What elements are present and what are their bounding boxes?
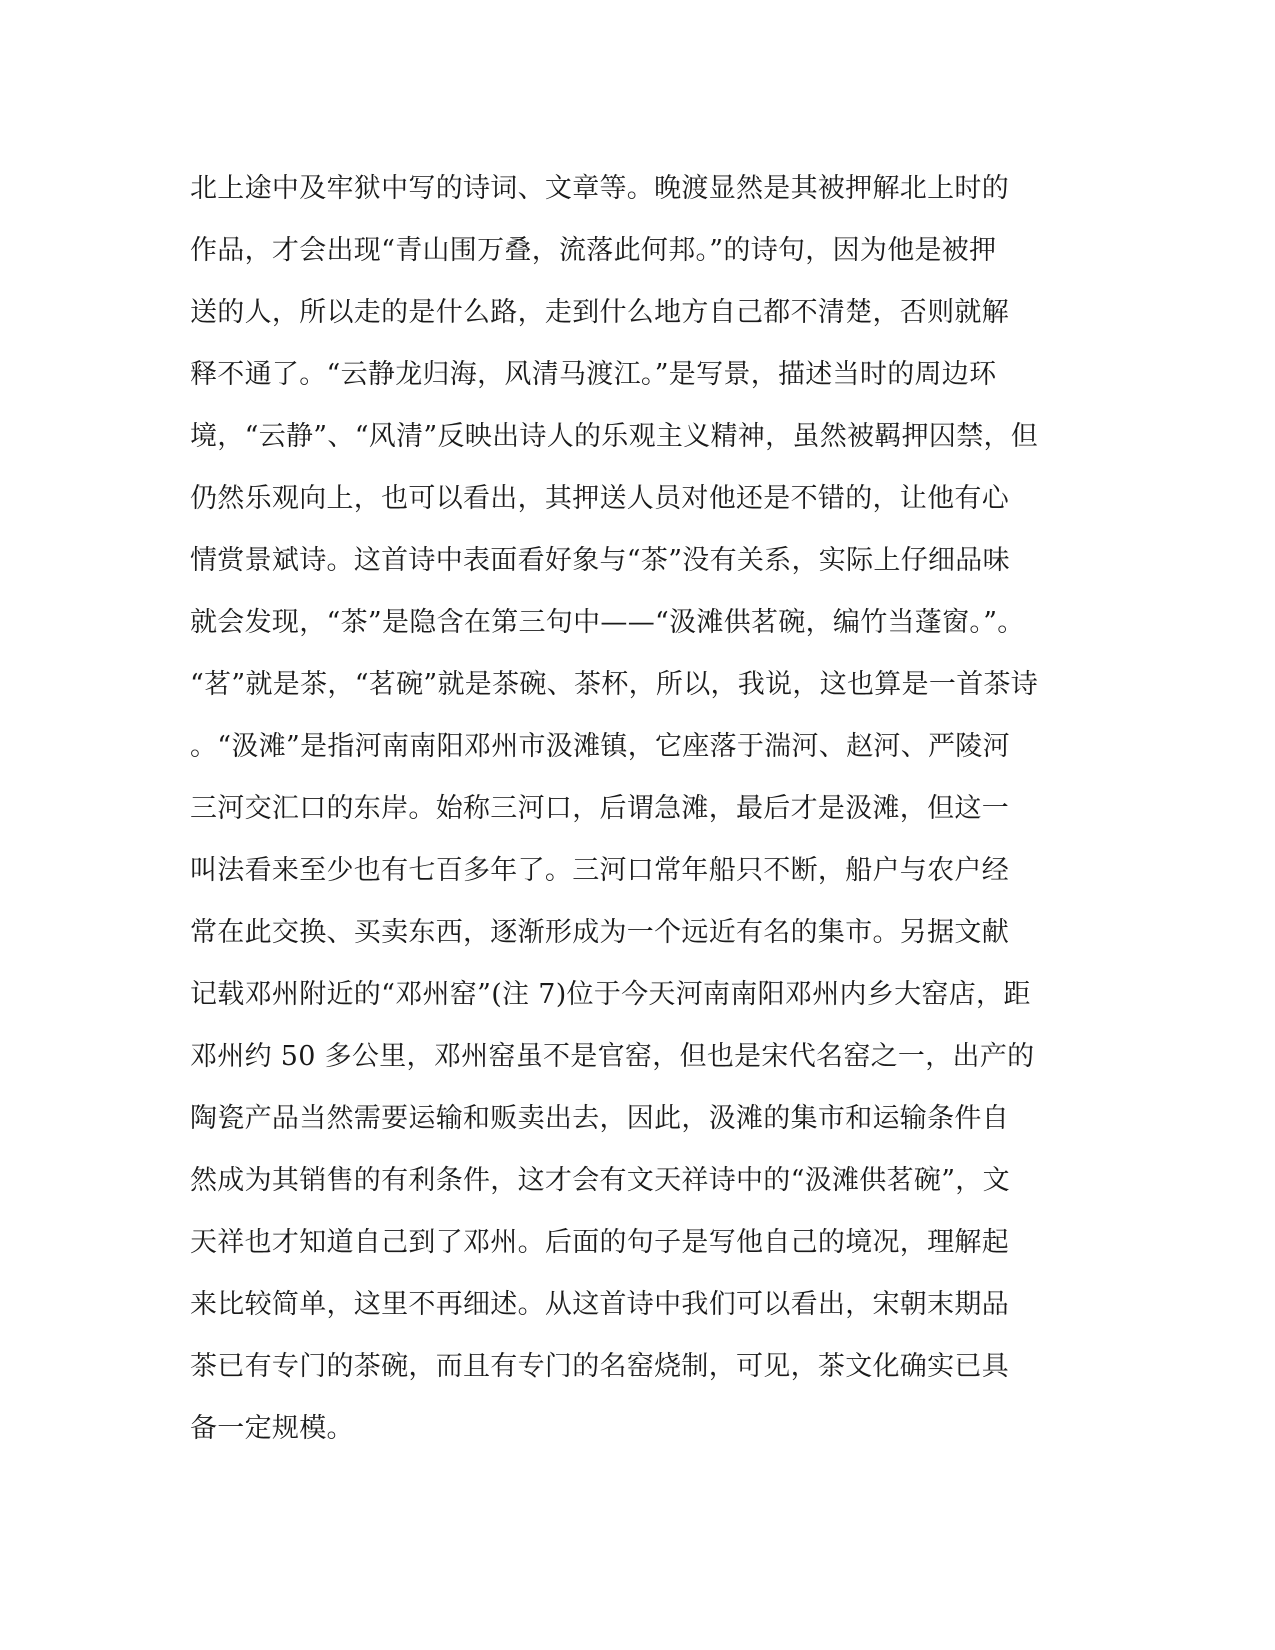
text-line: 北上途中及牢狱中写的诗词、文章等。晚渡显然是其被押解北上时的: [190, 173, 1009, 204]
body-paragraph: [190, 168, 1090, 1470]
text-line: 茶已有专门的茶碗，而且有专门的名窑烧制，可见，茶文化确实已具: [190, 1351, 1009, 1382]
text-line: 然成为其销售的有利条件，这才会有文天祥诗中的“汲滩供茗碗”，文: [190, 1165, 1010, 1196]
text-line: 天祥也才知道自己到了邓州。后面的句子是写他自己的境况，理解起: [190, 1227, 1009, 1258]
text-line: 记载邓州附近的“邓州窑”(注 7)位于今天河南南阳邓州内乡大窑店，距: [190, 979, 1031, 1010]
text-line: 。“汲滩”是指河南南阳邓州市汲滩镇，它座落于湍河、赵河、严陵河: [190, 731, 1010, 762]
text-line: 就会发现，“茶”是隐含在第三句中——“汲滩供茗碗，编竹当蓬窗。”。: [190, 607, 1025, 638]
text-line: 叫法看来至少也有七百多年了。三河口常年船只不断，船户与农户经: [190, 855, 1009, 886]
text-line: 三河交汇口的东岸。始称三河口，后谓急滩，最后才是汲滩，但这一: [190, 793, 1009, 824]
text-line: 情赏景斌诗。这首诗中表面看好象与“茶”没有关系，实际上仔细品味: [190, 545, 1010, 576]
text-line: 送的人，所以走的是什么路，走到什么地方自己都不清楚，否则就解: [190, 297, 1009, 328]
text-line: 邓州约 50 多公里，邓州窑虽不是官窑，但也是宋代名窑之一，出产的: [190, 1041, 1035, 1072]
text-line: 境，“云静”、“风清”反映出诗人的乐观主义精神，虽然被羁押囚禁，但: [190, 421, 1039, 452]
text-line: 常在此交换、买卖东西，逐渐形成为一个远近有名的集市。另据文献: [190, 917, 1009, 948]
text-line: “茗”就是茶，“茗碗”就是茶碗、茶杯，所以，我说，这也算是一首茶诗: [190, 669, 1039, 700]
text-line: 来比较简单，这里不再细述。从这首诗中我们可以看出，宋朝末期品: [190, 1289, 1009, 1320]
text-line: 备一定规模。: [190, 1413, 354, 1444]
text-line: 释不通了。“云静龙归海，风清马渡江。”是写景，描述当时的周边环: [190, 359, 997, 390]
text-line: 陶瓷产品当然需要运输和贩卖出去，因此，汲滩的集市和运输条件自: [190, 1103, 1009, 1134]
text-line: 作品，才会出现“青山围万叠，流落此何邦。”的诗句，因为他是被押: [190, 235, 997, 266]
text-line: 仍然乐观向上，也可以看出，其押送人员对他还是不错的，让他有心: [190, 483, 1009, 514]
